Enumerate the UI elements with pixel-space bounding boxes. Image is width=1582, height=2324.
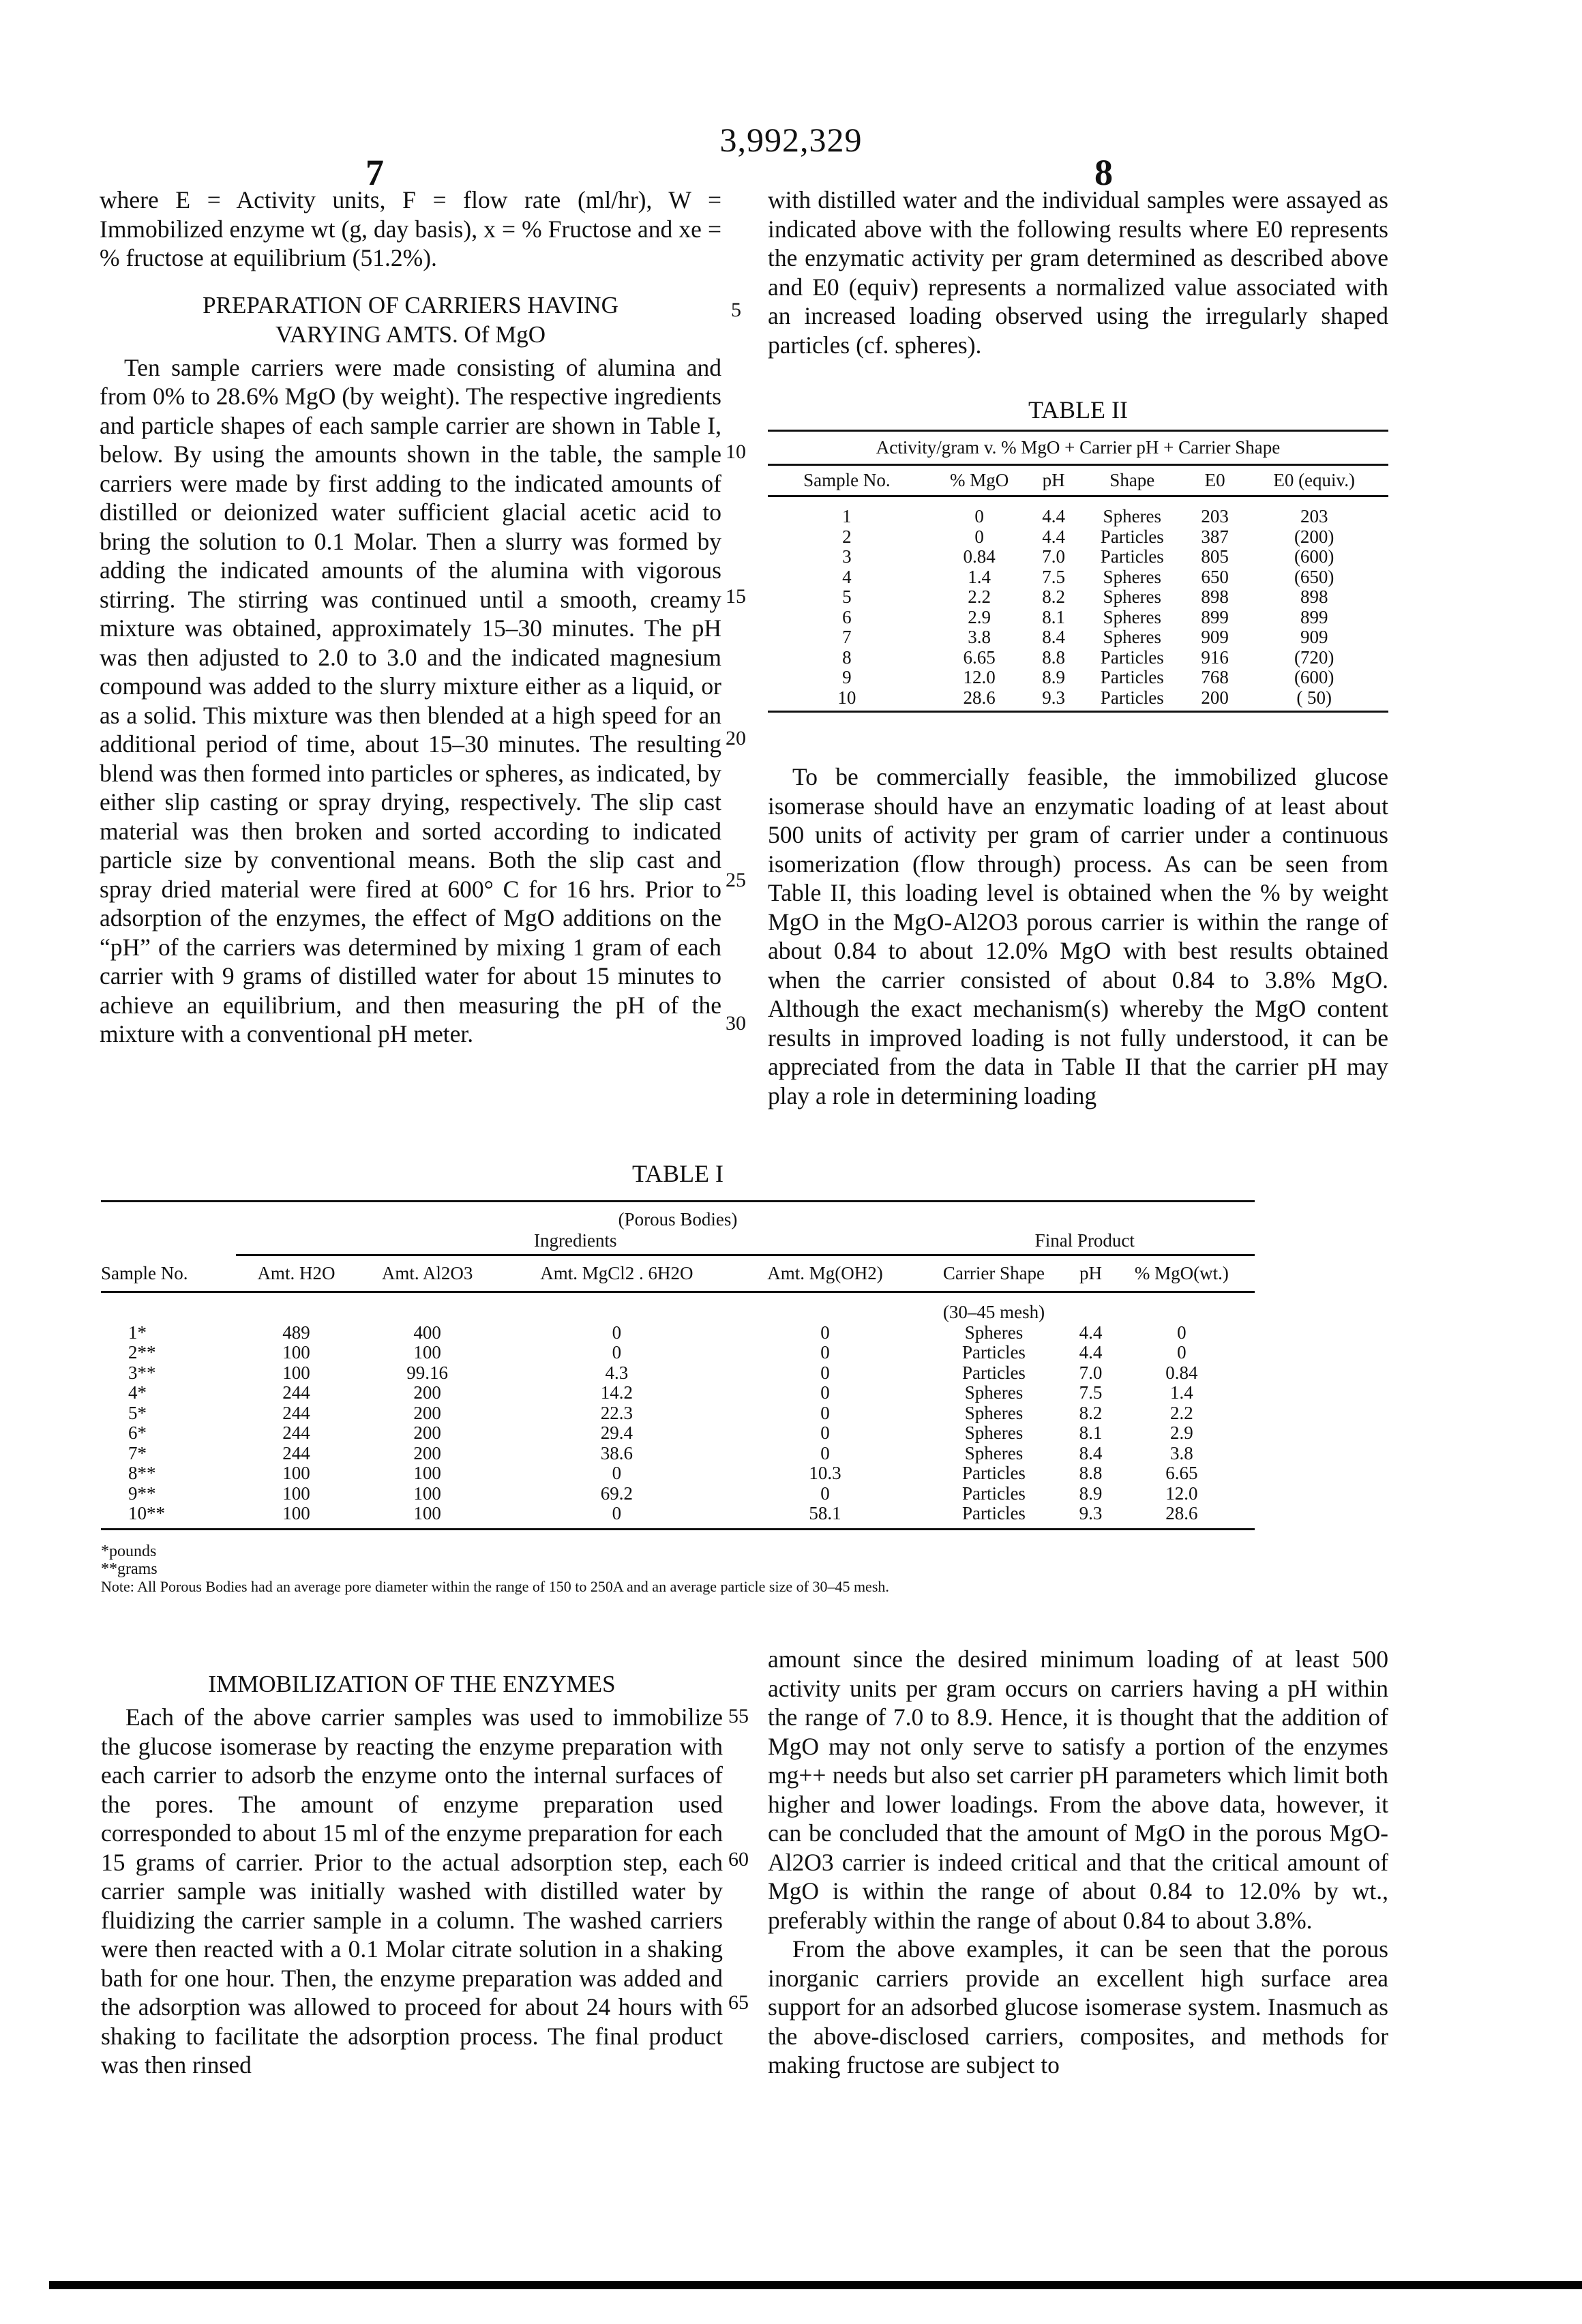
table-cell: 899 [1201,606,1229,627]
table-cell: 4.4 [1079,1342,1103,1362]
table-ii-subtitle: Activity/gram v. % MgO + Carrier pH + Carrier Shape [876,437,1281,458]
table-cell: Particles [1100,526,1164,547]
table-cell: ( 50) [1296,687,1332,708]
table-cell: 8** [128,1463,156,1483]
table-cell: 100 [413,1483,441,1504]
table-i-row [101,1444,1255,1464]
table-cell: 7.0 [1042,546,1065,567]
table-cell: 3** [128,1362,156,1383]
table-cell: 203 [1201,506,1229,526]
table-cell: 916 [1201,646,1229,668]
table-cell: 28.6 [963,687,996,708]
immobilization-paragraph: Each of the above carrier samples was used to immobilize the glucose isomerase by reacting the enzyme preparation with each carrier to adsorb the enzyme onto the internal surfaces of the pores. The amount of enzyme preparation used corresponded to about 15 ml of the enzyme preparation for each 15 grams of carrier. Prior to the actual adsorption step, each carrier sample was initially washed with distilled water by fluidizing the carrier sample in a column. The washed carriers were then reacted with a 0.1 Molar citrate solution in a shaking bath for one hour. Then, the enzyme preparation was added and the adsorption was allowed to proceed for about 24 hours with shaking to facilitate the adsorption process. The final product was then rinsed [101,1703,723,2079]
table-cell: 200 [413,1442,441,1463]
table-cell: 38.6 [600,1442,633,1463]
table-cell: 100 [413,1463,441,1483]
table-ii-title: TABLE II [1028,396,1129,423]
table-cell: 0.84 [1165,1362,1198,1383]
line-number: 55 [728,1705,749,1727]
table-cell: 4.4 [1079,1322,1103,1343]
table-cell: 909 [1201,627,1229,647]
line-number: 20 [726,727,746,749]
table-ii-row [768,567,1388,588]
table-cell: 6* [128,1422,147,1443]
table-i-title: TABLE I [631,1160,724,1187]
table-cell: 8.8 [1042,646,1065,668]
table-cell: Spheres [1103,566,1162,587]
column-header: pH [1073,1256,1108,1292]
table-cell: 4 [842,566,852,587]
table-cell: 100 [282,1463,310,1483]
table-cell: 3.8 [968,627,991,647]
table-cell: 387 [1201,526,1229,547]
preparation-paragraph: Ten sample carriers were made consisting of alumina and from 0% to 28.6% MgO (by weight). The respective ingredients and particle shapes of each sample carrier are shown in Table I, below. By using the amounts shown in the table, the sample carriers were made by first adding to the indicated amounts of distilled or deionized water sufficient glacial acetic acid to bring the solution to 0.1 Molar. Then a slurry was formed by adding the indicated amounts of the alumina with vigorous stirring. The stirring was continued until a smooth, creamy mixture was obtained, approximately 15–30 minutes. The pH was then adjusted to 2.0 to 3.0 and the indicated magnesium compound was added to the slurry mixture either as a liquid, or as a solid. This mixture was then blended at a high speed for an additional period of time, about 15–30 minutes. The resulting blend was then formed into particles or spheres, as indicated, by either slip casting or spray drying, respectively. The slip cast material was then broken and sorted according to indicated particle size by conventional means. Both the slip cast and spray dried material were fired at 600° C for 16 hrs. Prior to adsorption of the enzymes, the effect of MgO additions on the “pH” of the carriers was determined by mixing 1 gram of each carrier with 9 grams of distilled water for about 15 minutes to achieve an equilibrium, and then measuring the pH of the mixture with a conventional pH meter. [100,353,721,1047]
table-cell: 244 [282,1402,310,1423]
table-cell: Particles [961,1362,1026,1383]
section-heading-immobilization: IMMOBILIZATION OF THE ENZYMES [208,1671,616,1697]
table-cell: 9.3 [1042,687,1065,708]
table-cell: 0 [820,1483,830,1504]
table-cell: 0 [1177,1322,1186,1343]
table-cell: 0 [612,1463,622,1483]
table-cell: 100 [282,1342,310,1362]
table-cell: 898 [1201,586,1229,607]
table-cell: 1.4 [968,566,991,587]
group-final-product: Final Product [1034,1230,1135,1251]
table-cell: (650) [1294,566,1334,587]
table-cell: Spheres [964,1382,1024,1403]
table-cell: 8.2 [1042,586,1065,607]
table-cell: 2 [842,526,852,547]
table-ii-header-row [768,466,1388,496]
table-cell: 2** [128,1342,156,1362]
table-cell: 244 [282,1442,310,1463]
table-cell: 200 [413,1382,441,1403]
table-cell: (720) [1294,646,1334,668]
table-i-row [101,1323,1255,1343]
table-cell: 2.9 [968,606,991,627]
column-header: Amt. MgCl2 . 6H2O [498,1256,735,1292]
table-ii-row [768,668,1388,688]
table-cell: 489 [282,1322,310,1343]
table-cell: 898 [1300,586,1328,607]
bottom-rule [49,2281,1582,2289]
table-i-header-row [101,1256,1255,1292]
table-ii-grid [768,466,1388,711]
table-i-row [101,1363,1255,1384]
loading-paragraph: amount since the desired minimum loading of at least 500 activity units per gram occurs on carriers having a pH within the range of 7.0 to 8.9. Hence, it is thought that the addition of MgO may not only serve to satisfy a portion of the enzymes mg++ needs but also set carrier pH parameters which limit both higher and lower loadings. From the above data, however, it can be concluded that the amount of MgO in the porous MgO-Al2O3 carrier is indeed critical and that the critical amount of MgO is within the range of about 0.84 to 12.0% by wt., preferably within the range of about 0.84 to about 3.8%. [768,1645,1388,1934]
table-cell: 4.4 [1042,526,1065,547]
table-cell: Particles [1100,646,1164,668]
table-cell: 7.5 [1079,1382,1103,1403]
table-cell: 8.1 [1079,1422,1103,1443]
column-header: % MgO [926,466,1033,496]
group-ingredients: Ingredients [534,1230,617,1251]
table-i-row [101,1463,1255,1484]
column-header: pH [1032,466,1074,496]
footnote-grams: **grams [101,1560,158,1578]
table-cell: 28.6 [1109,1504,1255,1529]
table-cell: 7* [128,1442,147,1463]
table-cell: (600) [1294,667,1334,687]
table-cell: Particles [961,1342,1026,1362]
column-header: E0 [1190,466,1240,496]
table-i-row [101,1403,1255,1424]
table-cell: 0 [612,1342,622,1362]
table-cell: 8 [842,646,852,668]
table-cell: Particles [961,1463,1026,1483]
table-cell: 29.4 [600,1422,633,1443]
table-cell: 0 [974,506,984,526]
footnote-pounds: *pounds [101,1543,157,1560]
table-i-footnotes [101,1543,889,1596]
line-number: 65 [728,1991,749,2014]
table-cell: 650 [1201,566,1229,587]
table-i-row [101,1484,1255,1504]
line-number: 60 [728,1848,749,1871]
table-cell: 10** [101,1504,236,1529]
table-cell: Spheres [1103,506,1162,526]
mesh-note: (30–45 mesh) [942,1302,1045,1322]
line-number: 15 [726,585,746,608]
table-cell: 10 [837,687,856,708]
table-cell: 2.9 [1169,1422,1193,1443]
table-cell: 4* [128,1382,147,1403]
table-cell: Particles [1100,687,1164,708]
table-cell: Particles [961,1483,1026,1504]
table-ii [768,396,1388,713]
table-ii-row [768,648,1388,668]
column-header: Sample No. [101,1256,236,1292]
right-column-bottom [768,1645,1388,2080]
table-cell: 768 [1201,667,1229,687]
table-cell: 0 [820,1402,830,1423]
table-ii-row [768,627,1388,648]
left-column-top [100,185,721,1049]
line-number: 5 [731,299,741,321]
table-i-row [101,1423,1255,1444]
table-cell: 4.4 [1042,506,1065,526]
table-cell: 8.1 [1042,606,1065,627]
table-cell: Particles [915,1504,1073,1529]
table-cell: 0 [820,1442,830,1463]
table-cell: 203 [1300,506,1328,526]
table-cell: 4.3 [605,1362,629,1383]
right-page-number: 8 [1094,152,1113,193]
section-heading-preparation: PREPARATION OF CARRIERS HAVING [203,291,618,318]
table-cell: Particles [1100,667,1164,687]
right-column-middle [768,762,1388,1110]
table-i-row [101,1383,1255,1403]
table-cell: 0 [1177,1342,1186,1362]
table-cell: 58.1 [735,1504,914,1529]
table-cell: Particles [1100,546,1164,567]
table-cell: 6.65 [1165,1463,1198,1483]
table-cell: 99.16 [406,1362,448,1383]
column-header: Carrier Shape [915,1256,1073,1292]
right-column-top [768,185,1388,359]
left-page-number: 7 [365,152,384,193]
table-ii-row [768,608,1388,628]
table-i-grid [101,1200,1255,1530]
table-cell: 244 [282,1382,310,1403]
table-cell: 200 [413,1422,441,1443]
table-cell: 899 [1300,606,1328,627]
table-i-caption: (Porous Bodies) [618,1209,738,1230]
table-cell: 3.8 [1169,1442,1193,1463]
results-intro-paragraph: with distilled water and the individual samples were assayed as indicated above with the following results where E0 represents the enzymatic activity per gram determined as described above and E0 (equiv) represents a normalized value associated with an increased loading observed using the irregularly shaped particles (cf. spheres). [768,186,1388,359]
table-cell: 10.3 [809,1463,841,1483]
table-cell: 200 [413,1402,441,1423]
table-cell: 6.65 [963,646,996,668]
table-cell: 100 [413,1342,441,1362]
table-cell: Spheres [1103,606,1162,627]
column-header: Amt. H2O [236,1256,357,1292]
table-cell: 5* [128,1402,147,1423]
column-header: % MgO(wt.) [1109,1256,1255,1292]
table-cell: 400 [413,1322,441,1343]
table-cell: 22.3 [600,1402,633,1423]
column-header: Shape [1075,466,1190,496]
section-heading-preparation-line2: VARYING AMTS. Of MgO [275,321,546,348]
table-cell: Spheres [1103,586,1162,607]
table-cell: 8.9 [1079,1483,1103,1504]
table-cell: 8.8 [1079,1463,1103,1483]
table-cell: 2.2 [1169,1402,1193,1423]
line-number: 25 [726,869,746,891]
table-cell: 200 [1201,687,1229,708]
table-cell: 7.0 [1079,1362,1103,1383]
table-cell: Spheres [964,1442,1024,1463]
column-header: E0 (equiv.) [1240,466,1388,496]
table-cell: 1* [128,1322,147,1343]
table-cell: 9 [842,667,852,687]
table-ii-row [768,527,1388,548]
table-cell: 8.2 [1079,1402,1103,1423]
table-cell: 0 [820,1322,830,1343]
table-cell: 14.2 [600,1382,633,1403]
table-cell: 100 [236,1504,357,1529]
table-i-row [101,1343,1255,1363]
table-cell: Spheres [964,1402,1024,1423]
table-i-row [101,1504,1255,1529]
table-cell: 12.0 [963,667,996,687]
table-cell: 12.0 [1165,1483,1198,1504]
table-cell: 2.2 [968,586,991,607]
table-cell: 0 [820,1342,830,1362]
table-cell: (600) [1294,546,1334,567]
table-cell: 100 [357,1504,498,1529]
table-cell: 0 [612,1322,622,1343]
table-cell: 5 [842,586,852,607]
table-cell: 8.9 [1042,667,1065,687]
table-cell: Spheres [1103,627,1162,647]
conclusion-paragraph: From the above examples, it can be seen that the porous inorganic carriers provide an excellent high surface area support for an adsorbed glucose isomerase system. Inasmuch as the above-disclosed carriers, composites, and methods for making fructose are subject to [768,1935,1388,2079]
table-cell: 9.3 [1073,1504,1108,1529]
table-i-note: Note: All Porous Bodies had an average pore diameter within the range of 150 to 250A and an average particle size of 30–45 mesh. [101,1578,889,1595]
intro-paragraph: where E = Activity units, F = flow rate (ml/hr), W = Immobilized enzyme wt (g, day basis), x = % Fructose and xe = % fructose at equilibrium (51.2%). [100,186,721,271]
table-cell: 1.4 [1169,1382,1193,1403]
table-cell: (200) [1294,526,1334,547]
table-cell: 7.5 [1042,566,1065,587]
feasibility-paragraph: To be commercially feasible, the immobilized glucose isomerase should have an enzymatic loading of at least about 500 units of activity per gram of carrier under a continuous isomerization (flow through) process. As can be seen from Table II, this loading level is obtained when the % by weight MgO in the MgO-Al2O3 porous carrier is within the range of about 0.84 to about 12.0% MgO with best results obtained when the carrier consisted of about 0.84 to 3.8% MgO. Although the exact mechanism(s) whereby the MgO content results in improved loading is not fully understood, it can be appreciated from the data in Table II that the carrier pH may play a role in determining loading [768,763,1388,1109]
column-header: Sample No. [768,466,926,496]
line-number: 10 [726,441,746,463]
left-column-bottom [101,1669,723,2080]
table-cell: 909 [1300,627,1328,647]
table-cell: 100 [282,1483,310,1504]
table-ii-row [768,688,1388,711]
table-cell: 0 [820,1422,830,1443]
table-cell: 0 [820,1362,830,1383]
table-cell: 0 [820,1382,830,1403]
table-cell: 3 [842,546,852,567]
table-cell: 244 [282,1422,310,1443]
line-number: 30 [726,1012,746,1034]
table-cell: 1 [842,506,852,526]
table-ii-row [768,496,1388,527]
table-cell: 9** [128,1483,156,1504]
table-cell: 0.84 [963,546,996,567]
column-header: Amt. Al2O3 [357,1256,498,1292]
column-header: Amt. Mg(OH2) [735,1256,914,1292]
table-ii-row [768,587,1388,608]
table-cell: Spheres [964,1322,1024,1343]
table-ii-row [768,547,1388,567]
table-cell: 805 [1201,546,1229,567]
table-cell: 6 [842,606,852,627]
table-cell: 7 [842,627,852,647]
table-cell: Spheres [964,1422,1024,1443]
table-cell: 69.2 [600,1483,633,1504]
table-cell: 100 [282,1362,310,1383]
table-cell: 0 [498,1504,735,1529]
patent-number: 3,992,329 [719,121,863,159]
table-cell: 8.4 [1042,627,1065,647]
table-cell: 0 [974,526,984,547]
table-cell: 8.4 [1079,1442,1103,1463]
